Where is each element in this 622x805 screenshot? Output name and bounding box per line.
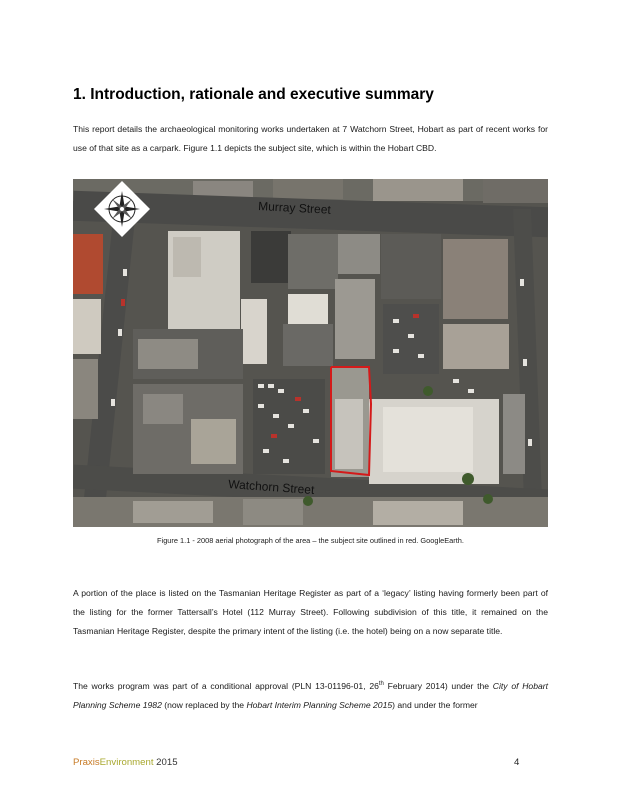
- footer-brand: [73, 757, 178, 768]
- intro-paragraph: This report details the archaeological monitoring works undertaken at 7 Watchorn Street, Hobart as part of recent works for use of that site as a carpark. Figure 1.1 depicts the subject site, which is within the Hobart CBD.: [73, 124, 548, 153]
- aerial-photograph: [73, 179, 548, 527]
- works-text-1: The works program was part of a conditional approval (PLN 13-01196-01, 26: [73, 681, 379, 691]
- footer-year: 2015: [153, 757, 178, 768]
- works-text-2: February 2014) under the: [383, 681, 493, 691]
- watchorn-street-label: Watchorn Street: [227, 477, 315, 498]
- works-paragraph: [73, 677, 548, 715]
- murray-street-label: Murray Street: [257, 199, 332, 217]
- footer-brand-environment: Environment: [99, 757, 154, 768]
- interim-planning-scheme-2015: Hobart Interim Planning Scheme 2015: [246, 700, 393, 710]
- works-text-4: ) and under the former: [392, 700, 478, 710]
- planning-scheme-1982: City of Hobart Planning Scheme 1982: [73, 681, 548, 710]
- works-text-3: (now replaced by the: [161, 700, 247, 710]
- page-number: 4: [514, 757, 520, 768]
- footer-brand-praxis: Praxis: [73, 757, 100, 768]
- works-superscript: th: [378, 681, 384, 688]
- figure-caption: Figure 1.1 - 2008 aerial photograph of the area – the subject site outlined in red. GoogleEarth.: [157, 536, 464, 545]
- section-heading: 1. Introduction, rationale and executive summary: [73, 86, 434, 103]
- heritage-paragraph: A portion of the place is listed on the Tasmanian Heritage Register as part of a ‘legacy’ listing having formerly been part of the listing for the former Tattersall’s Hotel (112 Murray Street). Following subdivision of this title, it remained on the Tasmanian Heritage Register, despite the primary intent of the listing (i.e. the hotel) being on a now separate title.: [73, 588, 548, 636]
